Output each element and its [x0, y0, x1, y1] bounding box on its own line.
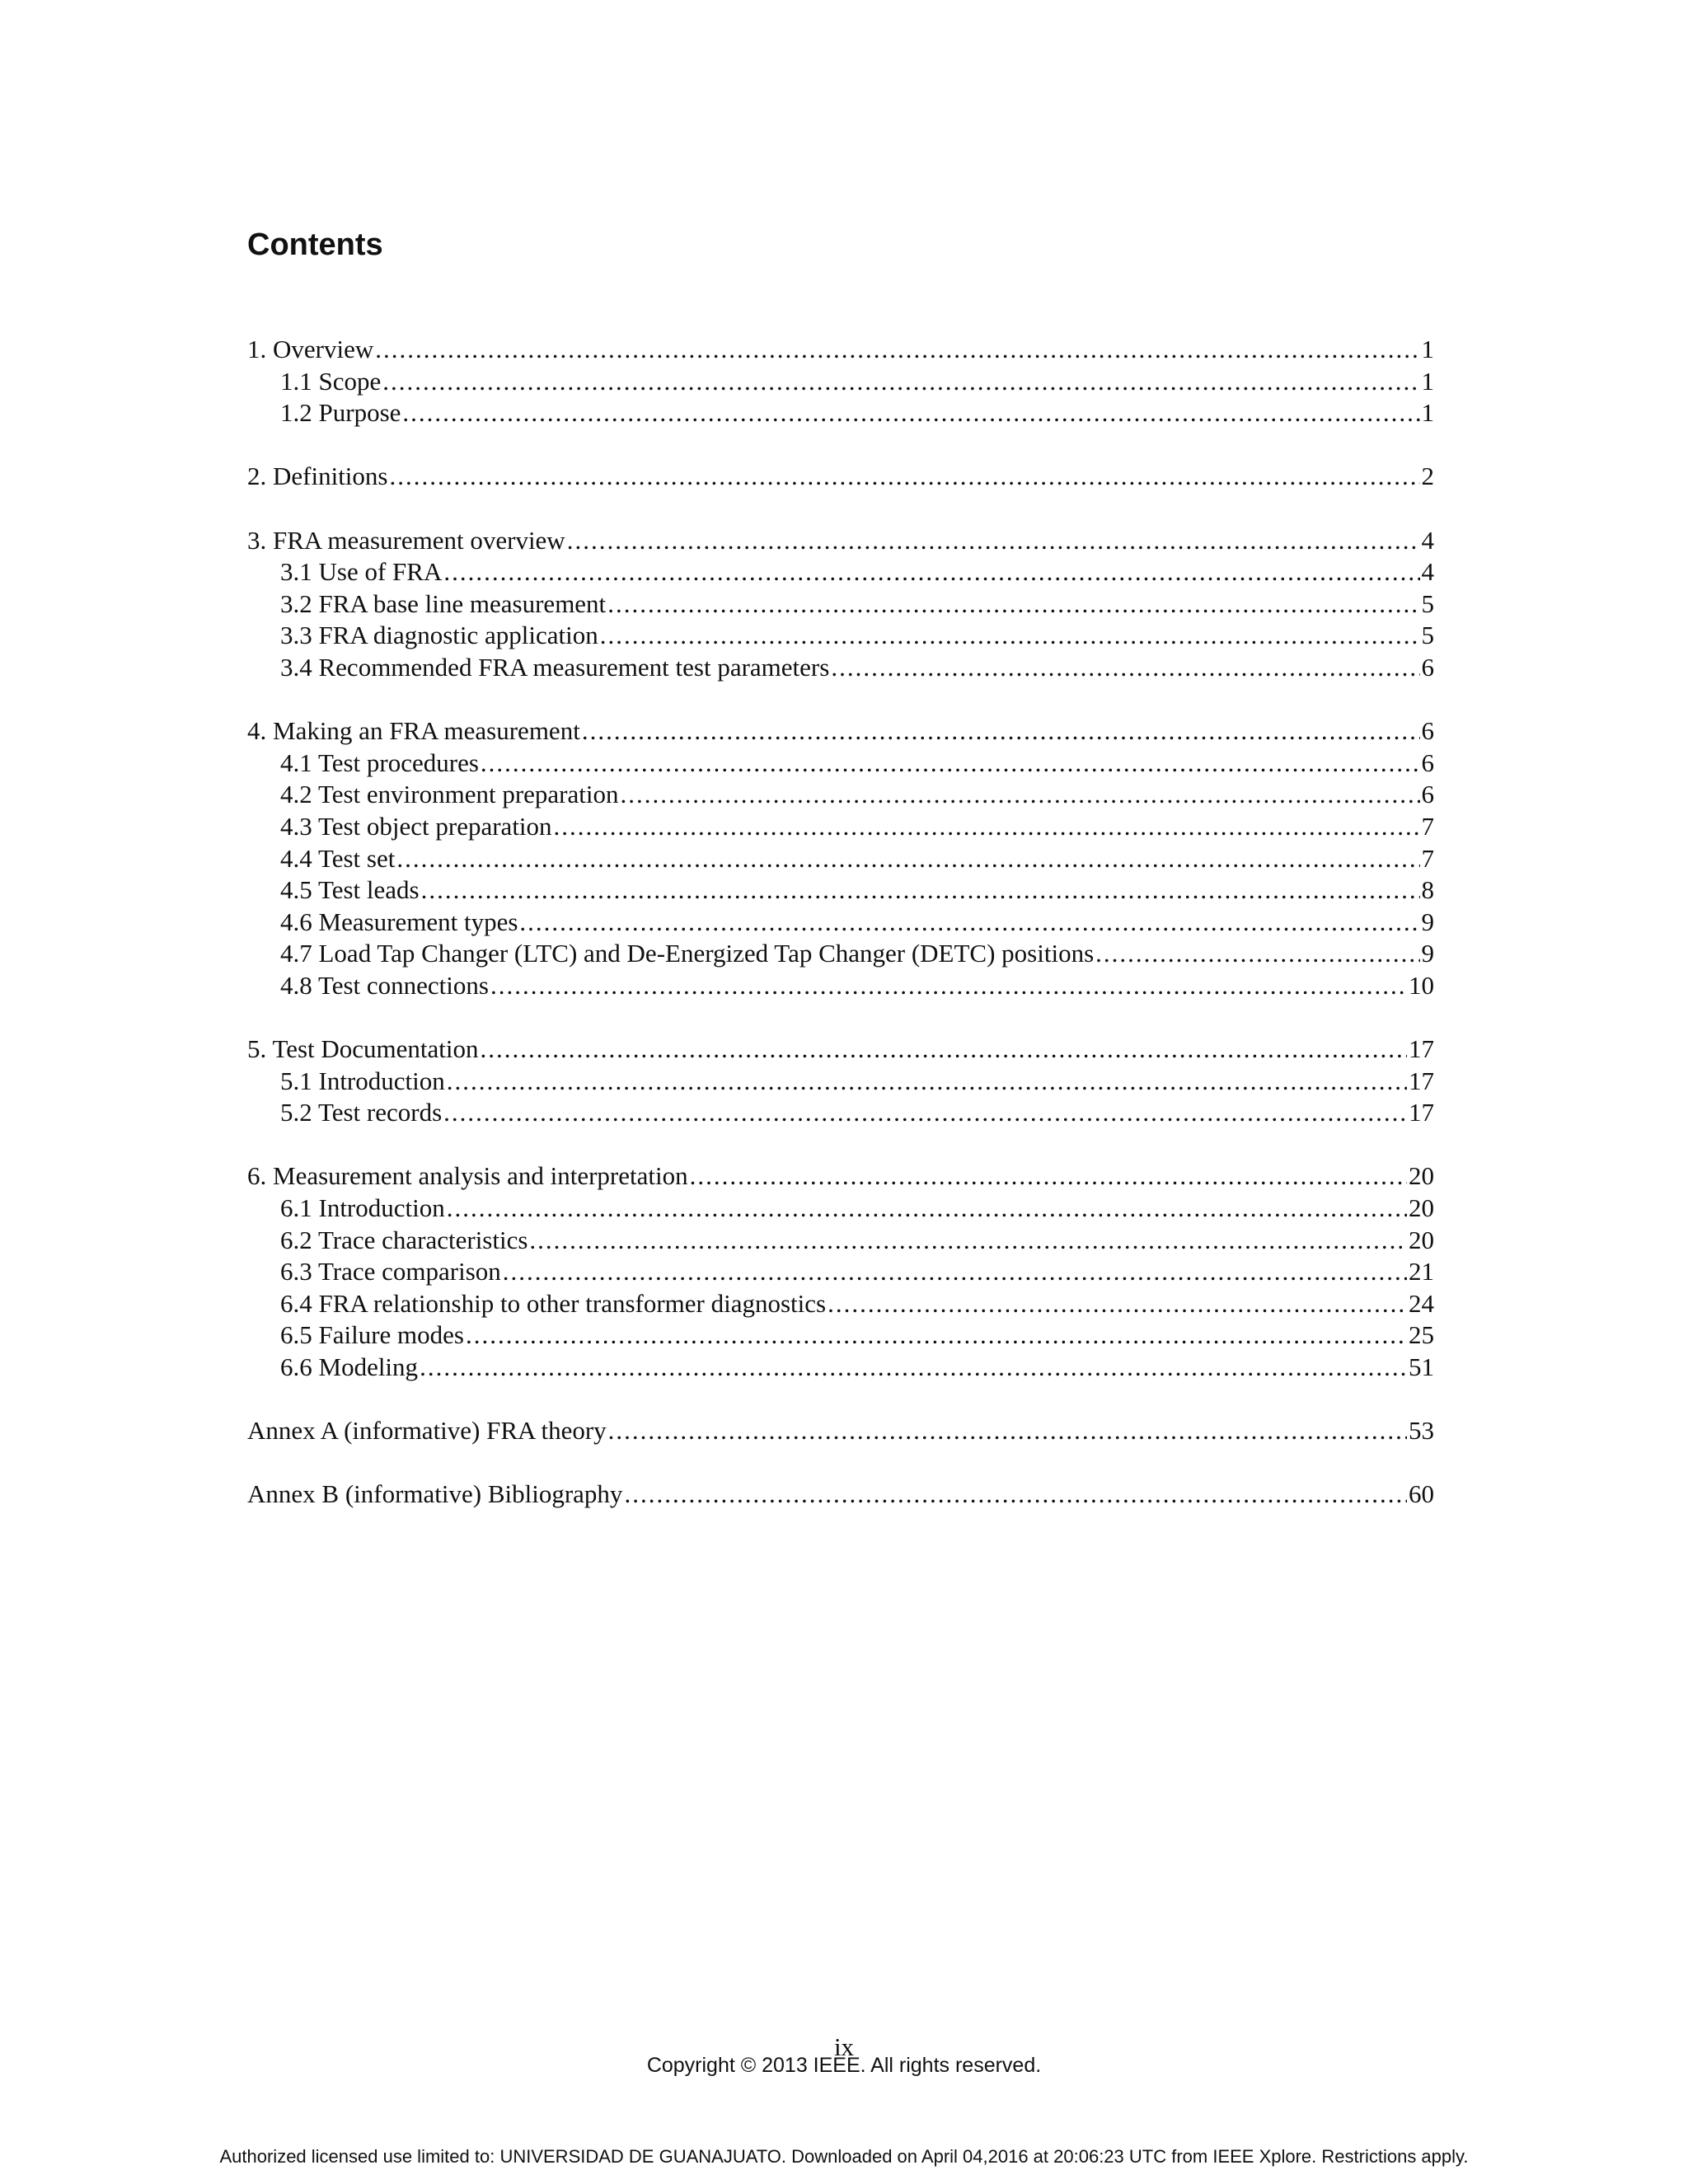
- toc-subentry[interactable]: [247, 1097, 1434, 1129]
- dot-leader: [554, 811, 1420, 843]
- toc-entry-page: 5: [1421, 588, 1434, 618]
- toc-entry-page: 5: [1421, 621, 1434, 650]
- dot-leader: [1095, 938, 1419, 970]
- toc-subentry[interactable]: [247, 1288, 1434, 1320]
- toc-entry-label: 5.2 Test records: [280, 1098, 443, 1127]
- toc-entry-page: 6: [1421, 748, 1434, 777]
- toc-entry-page: 20: [1409, 1225, 1434, 1254]
- toc-entry-label: 5. Test Documentation: [247, 1034, 479, 1064]
- toc-entry-page: 53: [1409, 1416, 1434, 1446]
- dot-leader: [529, 1225, 1407, 1257]
- toc-entry-page: 6: [1421, 652, 1434, 682]
- toc-entry-page: 6: [1421, 780, 1434, 809]
- toc-subentry[interactable]: [247, 556, 1434, 588]
- dot-leader: [582, 715, 1420, 748]
- toc-entry[interactable]: [247, 1415, 1434, 1447]
- toc-entry-label: 6.2 Trace characteristics: [280, 1225, 528, 1254]
- toc-entry-label: 6.4 FRA relationship to other transformer diagnostics: [280, 1288, 827, 1318]
- toc-entry[interactable]: [247, 525, 1434, 557]
- toc-entry-page: 9: [1421, 939, 1434, 968]
- dot-leader: [382, 366, 1419, 398]
- toc-entry-page: 20: [1409, 1193, 1434, 1223]
- table-of-contents: [247, 334, 1434, 1543]
- toc-section: [247, 334, 1434, 429]
- toc-entry[interactable]: [247, 461, 1434, 493]
- toc-entry-page: 25: [1409, 1320, 1434, 1350]
- toc-subentry[interactable]: [247, 843, 1434, 875]
- dot-leader: [481, 748, 1420, 780]
- toc-entry[interactable]: [247, 1160, 1434, 1193]
- toc-entry-label: 4.2 Test environment preparation: [280, 780, 619, 809]
- dot-leader: [490, 970, 1407, 1002]
- toc-entry-label: 6.3 Trace comparison: [280, 1257, 501, 1286]
- page-title: Contents: [247, 227, 383, 262]
- toc-entry-page: 17: [1409, 1034, 1434, 1064]
- dot-leader: [402, 397, 1419, 429]
- toc-subentry[interactable]: [247, 366, 1434, 398]
- copyright-notice: Copyright © 2013 IEEE. All rights reserved.: [646, 2054, 1042, 2077]
- dot-leader: [828, 1288, 1407, 1320]
- dot-leader: [396, 843, 1419, 875]
- license-notice: Authorized licensed use limited to: UNIVERSIDAD DE GUANAJUATO. Downloaded on April 04,2016 at 20:06:23 UTC from IEEE Xplore. Restrictions apply.: [219, 2146, 1469, 2167]
- toc-entry-page: 60: [1409, 1479, 1434, 1509]
- toc-subentry[interactable]: [247, 397, 1434, 429]
- toc-entry-page: 17: [1409, 1098, 1434, 1127]
- toc-subentry[interactable]: [247, 652, 1434, 684]
- toc-subentry[interactable]: [247, 1066, 1434, 1098]
- toc-section: [247, 715, 1434, 1001]
- dot-leader: [690, 1160, 1407, 1193]
- toc-subentry[interactable]: [247, 1352, 1434, 1384]
- dot-leader: [443, 556, 1419, 588]
- toc-entry-page: 10: [1409, 970, 1434, 1000]
- toc-entry-label: 6.6 Modeling: [280, 1352, 419, 1381]
- toc-entry[interactable]: [247, 1033, 1434, 1066]
- toc-entry[interactable]: [247, 334, 1434, 366]
- toc-entry-page: 7: [1421, 811, 1434, 841]
- toc-section: [247, 1033, 1434, 1129]
- dot-leader: [481, 1033, 1407, 1066]
- toc-entry-label: 3.2 FRA base line measurement: [280, 588, 607, 618]
- dot-leader: [375, 334, 1419, 366]
- toc-entry-label: 4.4 Test set: [280, 843, 396, 873]
- toc-entry-page: 1: [1421, 398, 1434, 428]
- dot-leader: [421, 874, 1420, 907]
- toc-entry[interactable]: [247, 1479, 1434, 1511]
- toc-entry-label: 4.1 Test procedures: [280, 748, 479, 777]
- toc-entry-page: 7: [1421, 843, 1434, 873]
- dot-leader: [390, 461, 1420, 493]
- toc-entry-label: 4.6 Measurement types: [280, 907, 518, 936]
- toc-entry-label: 3. FRA measurement overview: [247, 525, 565, 555]
- toc-entry-label: 4.8 Test connections: [280, 970, 489, 1000]
- toc-subentry[interactable]: [247, 588, 1434, 621]
- toc-entry-label: 3.1 Use of FRA: [280, 557, 443, 587]
- toc-entry-page: 6: [1421, 716, 1434, 746]
- toc-subentry[interactable]: [247, 620, 1434, 652]
- toc-subentry[interactable]: [247, 874, 1434, 907]
- toc-section: [247, 1160, 1434, 1383]
- toc-entry-label: 4. Making an FRA measurement: [247, 716, 580, 746]
- toc-subentry[interactable]: [247, 1193, 1434, 1225]
- toc-entry-label: Annex B (informative) Bibliography: [247, 1479, 623, 1509]
- toc-entry-label: 4.3 Test object preparation: [280, 811, 552, 841]
- dot-leader: [503, 1256, 1407, 1288]
- page-number: ix: [833, 2032, 855, 2061]
- dot-leader: [420, 1352, 1407, 1384]
- toc-entry-label: Annex A (informative) FRA theory: [247, 1416, 607, 1446]
- toc-entry-label: 4.7 Load Tap Changer (LTC) and De-Energized Tap Changer (DETC) positions: [280, 939, 1095, 968]
- dot-leader: [567, 525, 1420, 557]
- dot-leader: [600, 620, 1420, 652]
- toc-entry-page: 1: [1421, 335, 1434, 363]
- toc-entry-label: 1.2 Purpose: [280, 398, 401, 428]
- toc-subentry[interactable]: [247, 938, 1434, 970]
- dot-leader: [443, 1097, 1407, 1129]
- toc-entry-label: 3.3 FRA diagnostic application: [280, 621, 598, 650]
- toc-subentry[interactable]: [247, 970, 1434, 1002]
- toc-entry-page: 1: [1421, 366, 1434, 396]
- toc-subentry[interactable]: [247, 779, 1434, 811]
- dot-leader: [608, 1415, 1407, 1447]
- toc-entry-page: 24: [1409, 1288, 1434, 1318]
- toc-entry-page: 8: [1421, 875, 1434, 905]
- dot-leader: [447, 1193, 1407, 1225]
- dot-leader: [620, 779, 1419, 811]
- toc-entry-page: 2: [1421, 462, 1434, 491]
- toc-entry-page: 51: [1409, 1352, 1434, 1381]
- dot-leader: [607, 588, 1419, 621]
- dot-leader: [831, 652, 1419, 684]
- toc-entry-label: 1.1 Scope: [280, 366, 382, 396]
- toc-entry-page: 17: [1409, 1066, 1434, 1095]
- toc-subentry[interactable]: [247, 907, 1434, 939]
- toc-entry-label: 6.1 Introduction: [280, 1193, 445, 1223]
- toc-section: [247, 461, 1434, 493]
- toc-entry-label: 6. Measurement analysis and interpretation: [247, 1161, 688, 1191]
- toc-entry-label: 5.1 Introduction: [280, 1066, 445, 1095]
- dot-leader: [624, 1479, 1407, 1511]
- toc-section: [247, 1415, 1434, 1447]
- toc-subentry[interactable]: [247, 1256, 1434, 1288]
- dot-leader: [519, 907, 1419, 939]
- dot-leader: [447, 1066, 1407, 1098]
- toc-subentry[interactable]: [247, 1319, 1434, 1352]
- toc-entry-page: 9: [1421, 907, 1434, 936]
- toc-entry-label: 2. Definitions: [247, 462, 388, 491]
- toc-entry-label: 1. Overview: [247, 335, 374, 363]
- toc-subentry[interactable]: [247, 1225, 1434, 1257]
- toc-entry-page: 21: [1409, 1257, 1434, 1286]
- toc-subentry[interactable]: [247, 748, 1434, 780]
- toc-section: [247, 525, 1434, 684]
- toc-entry-label: 3.4 Recommended FRA measurement test parameters: [280, 652, 830, 682]
- toc-section: [247, 1479, 1434, 1511]
- toc-entry-page: 4: [1421, 557, 1434, 587]
- toc-entry[interactable]: [247, 715, 1434, 748]
- toc-entry-page: 4: [1421, 525, 1434, 555]
- toc-subentry[interactable]: [247, 811, 1434, 843]
- dot-leader: [466, 1319, 1407, 1352]
- toc-entry-label: 4.5 Test leads: [280, 875, 420, 905]
- toc-entry-page: 20: [1409, 1161, 1434, 1191]
- toc-entry-label: 6.5 Failure modes: [280, 1320, 464, 1350]
